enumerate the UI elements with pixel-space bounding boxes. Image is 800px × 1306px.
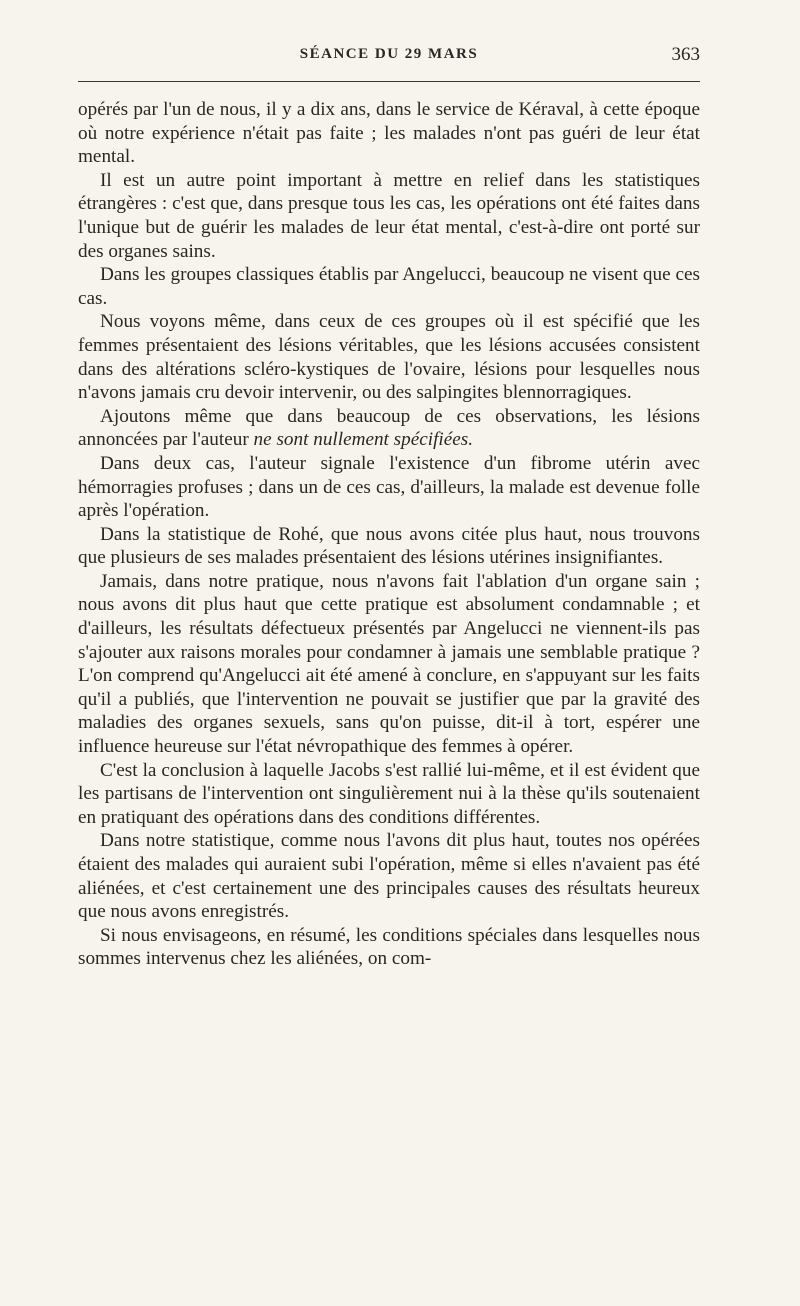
paragraph: opérés par l'un de nous, il y a dix ans, dans le service de Kéraval, à cette époque où notre expérience n'était pas faite ; les malades n'ont pas guéri de leur état mental.	[78, 99, 700, 168]
paragraph: Dans notre statistique, comme nous l'avons dit plus haut, toutes nos opérées étaient des malades qui auraient subi l'opération, même si elles n'avaient pas été aliénées, et c'est certainement une des principales causes des résultats heureux que nous avons enregistrés.	[78, 830, 700, 923]
paragraph: C'est la conclusion à laquelle Jacobs s'est rallié lui-même, et il est évident que les partisans de l'intervention ont singulièrement nui à la thèse qu'ils soutenaient en pratiquant des opérations dans des conditions différentes.	[78, 759, 700, 828]
paragraph: Nous voyons même, dans ceux de ces groupes où il est spécifié que les femmes présentaient des lésions véritables, que les lésions accusées consistent dans des altérations scléro-kystiques de l'ovaire, lésions pour lesquelles nous n'avons jamais cru devoir intervenir, ou des salpingites blennorragiques.	[78, 311, 700, 404]
page-number: 363	[671, 44, 700, 65]
paragraph: Jamais, dans notre pratique, nous n'avons fait l'ablation d'un organe sain ; nous avons dit plus haut que cette pratique est absolument condamnable ; et d'ailleurs, les résultats défectueux présentés par Angelucci ne viennent-ils pas s'ajouter aux raisons morales pour condamner à jamais une semblable pratique ? L'on comprend qu'Angelucci ait été amené à conclure, en s'appuyant sur les faits qu'il a publiés, que l'intervention ne pouvait se justifier que par la gravité des maladies des organes sexuels, sans qu'on puisse, dit-il à tort, espérer une influence heureuse sur l'état névropathique des femmes à opérer.	[78, 570, 700, 758]
paragraph: Dans deux cas, l'auteur signale l'existence d'un fibrome utérin avec hémorragies profuses ; dans un de ces cas, d'ailleurs, la malade est devenue folle après l'opération.	[78, 452, 700, 522]
paragraph: Ajoutons même que dans beaucoup de ces observations, les lésions annoncées par l'auteur ne sont nullement spécifiées.	[78, 405, 700, 451]
header-rule	[78, 81, 700, 82]
paragraph: Il est un autre point important à mettre en relief dans les statistiques étrangères : c'est que, dans presque tous les cas, les opérations ont été faites dans l'unique but de guérir les malades de leur état mental, c'est-à-dire ont porté sur des organes sains.	[78, 169, 700, 262]
paragraph: Dans les groupes classiques établis par Angelucci, beaucoup ne visent que ces cas.	[78, 264, 700, 309]
paragraph: Dans la statistique de Rohé, que nous avons citée plus haut, nous trouvons que plusieurs de ses malades présentaient des lésions utérines insignifiantes.	[78, 523, 700, 569]
paragraph: Si nous envisageons, en résumé, les conditions spéciales dans lesquelles nous sommes intervenus chez les aliénées, on com-	[78, 924, 700, 970]
italic-phrase: ne sont nullement spécifiées.	[253, 429, 474, 451]
page-header	[78, 44, 700, 72]
running-head: SÉANCE DU 29 MARS	[299, 46, 479, 62]
body-text	[78, 98, 700, 971]
